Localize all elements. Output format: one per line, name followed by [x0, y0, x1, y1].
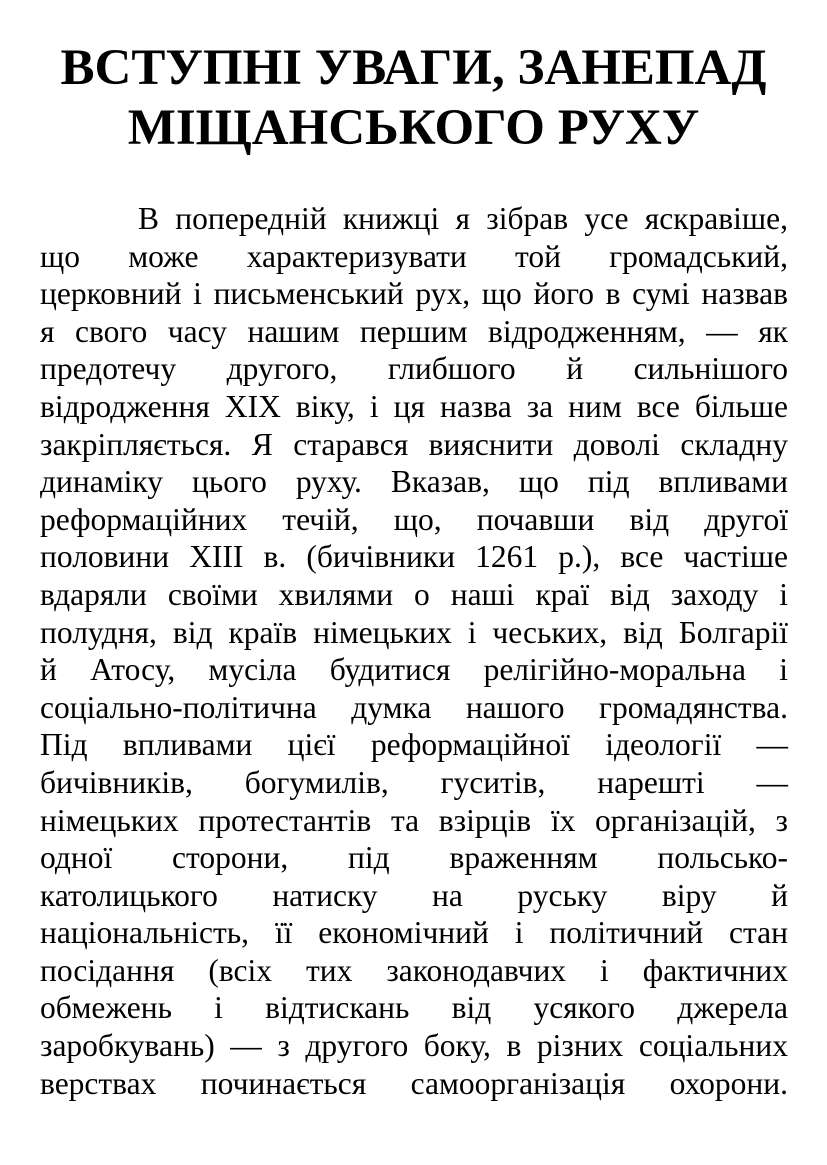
- text-line: реформаційних течій, що, почавши від другої: [40, 501, 788, 537]
- text-line: одної сторони, під враженням польсько-: [40, 840, 788, 876]
- text-line: німецьких протестантів та взірців їх організацій, з: [40, 802, 788, 838]
- title-line-1: ВСТУПНІ УВАГИ, ЗАНЕПАД: [60, 40, 767, 96]
- text-line: половини XIII в. (бичівники 1261 р.), все частіше: [40, 539, 788, 575]
- text-line: бичівників, богумилів, гуситів, нарешті —: [40, 764, 788, 800]
- text-line: обмежень і відтискань від усякого джерела: [40, 990, 788, 1026]
- page-title: [30, 38, 797, 158]
- text-line: верствах починається самоорганізація охорони.: [40, 1065, 788, 1101]
- body-paragraph: [40, 200, 788, 1102]
- text-line: предотечу другого, глибшого й сильнішого: [40, 351, 788, 387]
- text-line: закріпляється. Я старався вияснити доволі складну: [40, 426, 788, 462]
- text-line: посідання (всіх тих законодавчих і фактичних: [40, 952, 788, 988]
- text-line: церковний і письменський рух, що його в сумі назвав: [40, 276, 788, 312]
- title-line-2: МІЩАНСЬКОГО РУХУ: [127, 100, 700, 156]
- text-line: полудня, від країв німецьких і чеських, від Болгарії: [40, 614, 788, 650]
- text-line: вдаряли своїми хвилями о наші краї від заходу і: [40, 576, 788, 612]
- text-line: що може характеризувати той громадський,: [40, 238, 788, 274]
- text-line: заробкувань) — з другого боку, в різних соціальних: [40, 1028, 788, 1064]
- text-line: відродження XIX віку, і ця назва за ним все більше: [40, 388, 788, 424]
- text-line: національність, її економічний і політичний стан: [40, 915, 788, 951]
- text-line: Під впливами цієї реформаційної ідеології —: [40, 727, 788, 763]
- text-line: католицького натиску на руську віру й: [40, 877, 788, 913]
- text-line: соціально-політична думка нашого громадянства.: [40, 689, 788, 725]
- text-line: динаміку цього руху. Вказав, що під впливами: [40, 464, 788, 500]
- text-line: В попередній книжці я зібрав усе яскравіше,: [138, 201, 788, 236]
- text-line: й Атосу, мусіла будитися релігійно-моральна і: [40, 652, 788, 688]
- text-line: я свого часу нашим першим відродженням, — як: [40, 313, 788, 349]
